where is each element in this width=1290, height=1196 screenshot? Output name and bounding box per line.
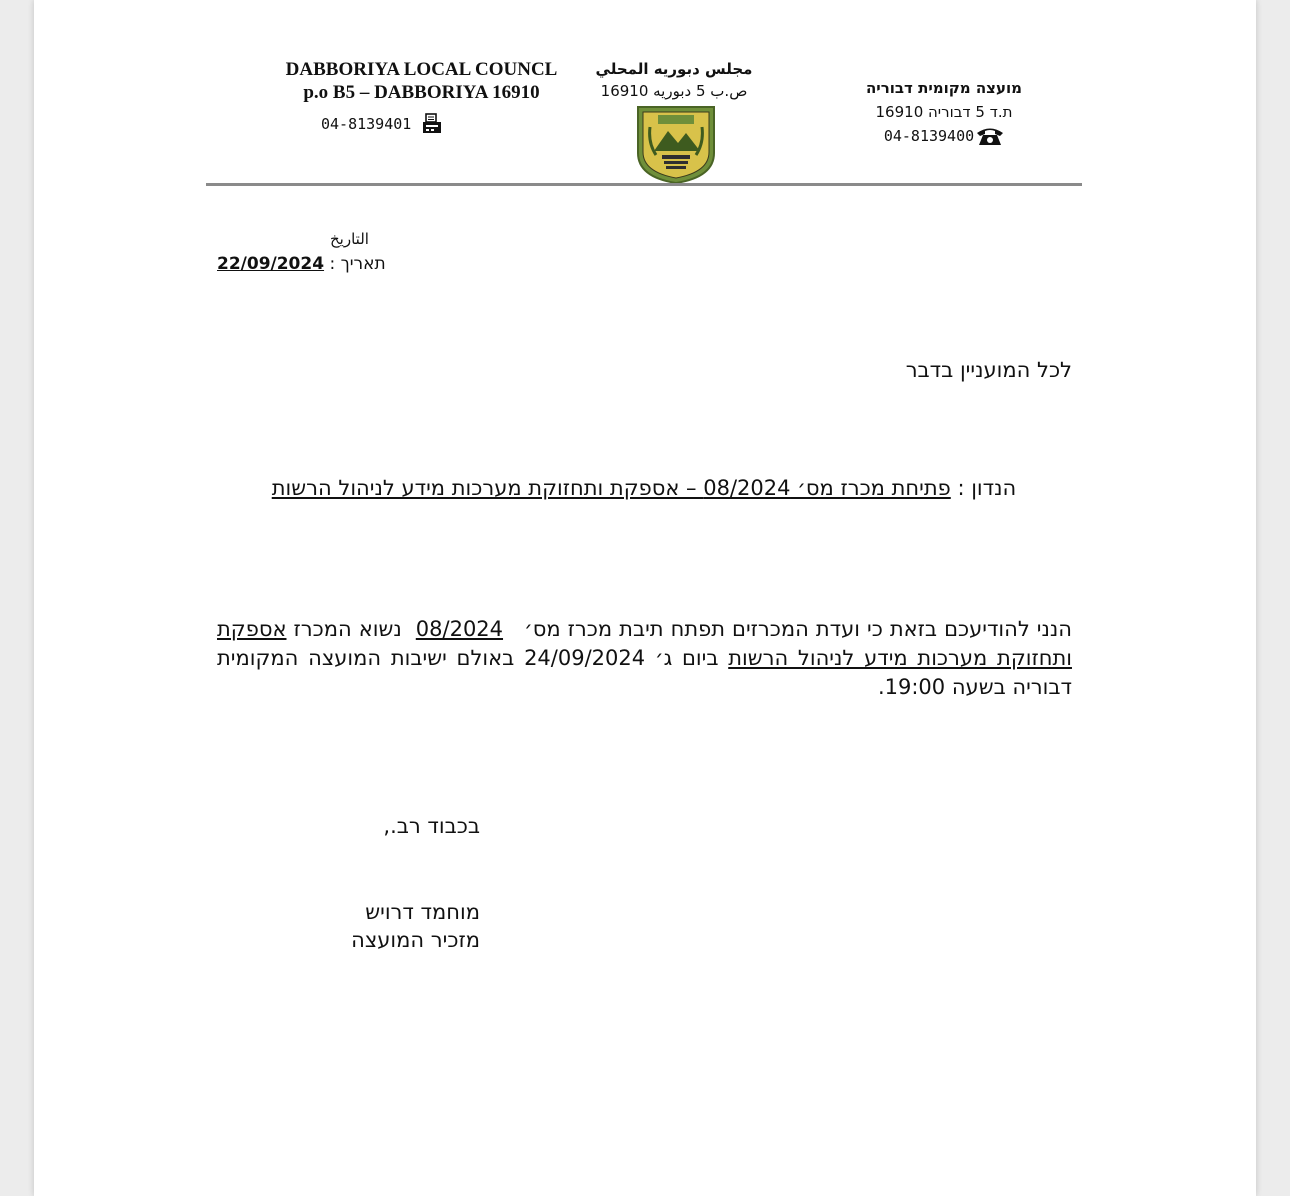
tender-title: אספקת ותחזוקת מערכות מידע לניהול הרשות [217,617,1072,670]
council-name-arabic: مجلس دبوريه المحلي [595,60,753,78]
body-part-2: נשוא המכרז [293,617,402,641]
date-label-arabic: التاريخ [330,230,369,248]
signatory-title: מזכיר המועצה [351,928,480,952]
letterhead-hebrew [824,76,1064,148]
fax-number: 04-8139401 [321,115,412,133]
tender-number: 08/2024 [415,617,504,641]
letterhead-english [239,58,604,104]
sign-off: בכבוד רב., [383,814,480,838]
subject-text: פתיחת מכרז מס׳ 08/2024 – אספקת ותחזוקת מערכות מידע לניהול הרשות [271,476,951,500]
fax-icon [421,113,443,135]
council-address-hebrew: ת.ד 5 דבוריה 16910 [875,103,1013,121]
body-part-3: ביום ג׳ 24/09/2024 באולם ישיבות המועצה המקומית דבוריה בשעה 19:00. [217,646,1072,699]
signatory-name: מוחמד דרויש [365,900,480,924]
date-separator: : [329,254,336,274]
phone-number: 04-8139400 [883,127,975,145]
dabboriya-council-emblem-icon [634,103,718,185]
date-line [217,254,386,274]
date-value: 22/09/2024 [217,254,325,274]
council-address-arabic: ص.ب 5 دبوريه 16910 [600,82,748,100]
council-address-english: p.o B5 – DABBORIYA 16910 [303,82,540,103]
phone-line [824,124,1064,148]
signature-block [274,898,480,954]
fax-line [321,113,443,135]
subject-line [246,474,1042,503]
document-page [34,0,1256,1196]
letterhead-arabic [574,58,774,102]
greeting: לכל המועניין בדבר [905,358,1072,382]
body-paragraph [217,615,1072,702]
council-name-english: DABBORIYA LOCAL COUNCL [285,59,558,80]
body-part-1: הנני להודיעכם בזאת כי ועדת המכרזים תפתח תיבת מכרז מס׳ [524,617,1073,641]
telephone-icon [976,126,1004,146]
council-name-hebrew: מועצה מקומית דבוריה [866,79,1022,97]
header-divider [206,183,1082,186]
date-label-hebrew: תאריך [340,254,386,274]
subject-label: הנדון : [957,476,1017,500]
